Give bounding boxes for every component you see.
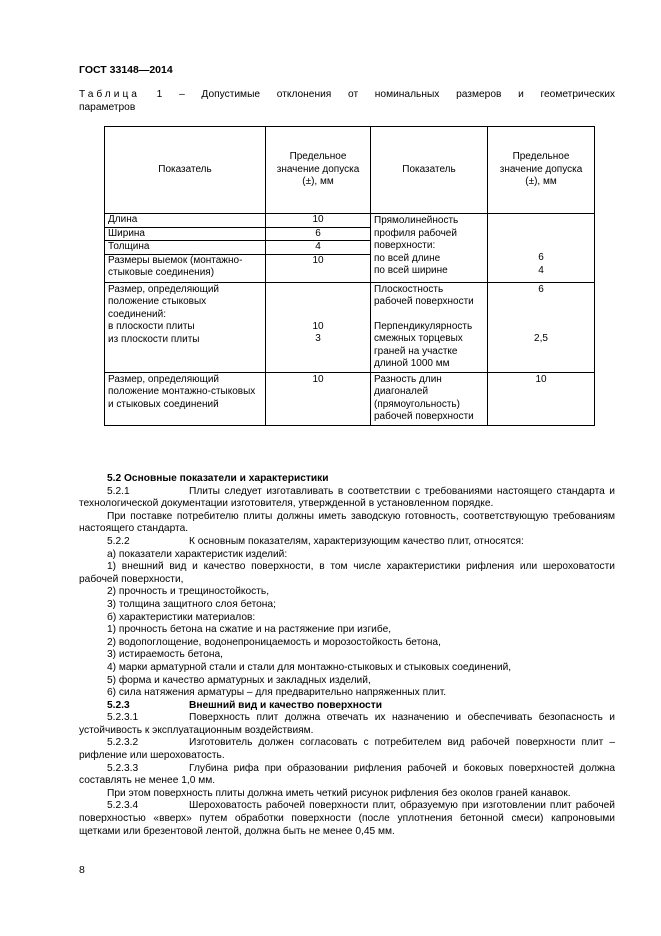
perpendicularity-value: 2,5 xyxy=(534,333,548,344)
paragraph: 5.2.3.3 Глубина рифа при образовании рифления рабочей и боковых поверхностей должна составлять не менее 1,0 мм. xyxy=(79,762,615,787)
table-header-row xyxy=(105,127,595,214)
row-length-value: 10 xyxy=(312,214,324,225)
row-width-value: 6 xyxy=(266,227,370,241)
paragraph: 5.2.1 Плиты следует изготавливать в соответствии с требованиями настоящего стандарта и технологической документации изготовителя, утвержденной в установленном порядке. xyxy=(79,485,615,510)
table-cell xyxy=(105,282,266,372)
list-item: 5) форма и качество арматурных и закладных изделий, xyxy=(107,674,371,686)
header-tolerance-right: Предельное значение допуска (±), мм xyxy=(488,127,595,214)
table-caption-title: – Допустимые отклонения от номинальных размеров и геометрических xyxy=(179,89,615,100)
table-caption-line2: параметров xyxy=(79,102,136,113)
list-item: б) характеристики материалов: xyxy=(107,611,256,623)
row-length-name: Длина xyxy=(108,214,138,225)
row-recess-name: Размеры выемок (монтажно-стыковые соединения) xyxy=(105,254,265,282)
table-caption-word: Таблица xyxy=(79,89,140,100)
section-heading: 5.2 Основные показатели и характеристики xyxy=(107,473,329,484)
table-cell xyxy=(266,214,371,283)
mounting-joint-position-value: 10 xyxy=(266,372,371,425)
straightness-sub-length: по всей длине xyxy=(374,252,441,264)
table-caption-number: 1 xyxy=(156,89,163,100)
table-cell xyxy=(371,214,488,283)
paragraph: При этом поверхность плиты должна иметь четкий рисунок рифления без околов граней канавок. xyxy=(107,787,571,799)
joint-position-name: Размер, определяющий положение стыковых соединений: xyxy=(108,283,220,320)
diagonal-difference-value: 10 xyxy=(488,372,595,425)
document-code: ГОСТ 33148—2014 xyxy=(79,64,173,76)
perpendicularity-name: Перпендикулярность смежных торцевых граней на участке длиной 1000 мм xyxy=(374,320,473,369)
table-cell xyxy=(488,282,595,372)
paragraph: 5.2.2 К основным показателям, характеризующим качество плит, относятся: xyxy=(107,535,524,547)
list-item: а) показатели характеристик изделий: xyxy=(107,548,288,560)
paragraph: При поставке потребителю плиты должны иметь заводскую готовность, соответствующую требованиям настоящего стандарта. xyxy=(79,510,615,535)
joint-position-value-out-plane: 3 xyxy=(315,333,321,344)
straightness-value-width: 4 xyxy=(538,264,544,276)
table-caption xyxy=(79,88,615,114)
body-text xyxy=(79,473,615,838)
section-heading: 5.2.3 Внешний вид и качество поверхности xyxy=(107,699,382,711)
paragraph: 5.2.3.4 Шероховатость рабочей поверхности плит, образуемую при изготовлении плит рабочей поверхностью «вверх» путем обработки поверхности (после уплотнения бетонной смеси) капроновыми щетками или брезентовой лентой, должна быть не менее 0,45 мм. xyxy=(79,800,615,837)
page-number: 8 xyxy=(79,864,85,876)
table-row xyxy=(105,372,595,425)
diagonal-difference-name: Разность длин диагоналей (прямоугольность) рабочей поверхности xyxy=(371,372,488,425)
straightness-value-length: 6 xyxy=(538,252,544,263)
table-row xyxy=(105,214,595,283)
flatness-name: Плоскостность рабочей поверхности xyxy=(374,283,474,307)
table-row xyxy=(105,282,595,372)
straightness-name: Прямолинейность профиля рабочей поверхности: xyxy=(374,215,459,251)
row-thickness-value: 4 xyxy=(266,240,370,254)
list-item: 4) марки арматурной стали и стали для монтажно-стыковых и стыковых соединений, xyxy=(107,661,512,673)
paragraph: 5.2.3.1 Поверхность плит должна отвечать их назначению и обеспечивать безопасность и устойчивость к эксплуатационным воздействиям. xyxy=(79,712,615,736)
header-tolerance-left: Предельное значение допуска (±), мм xyxy=(266,127,371,214)
joint-position-value-in-plane: 10 xyxy=(312,320,324,332)
straightness-sub-width: по всей ширине xyxy=(374,265,448,276)
table-cell xyxy=(105,214,266,283)
list-item: 3) толщина защитного слоя бетона; xyxy=(107,598,276,610)
table-cell xyxy=(488,214,595,283)
table-cell xyxy=(371,282,488,372)
list-item: 1) внешний вид и качество поверхности, в том числе характеристики рифления или шероховатости рабочей поверхности, xyxy=(79,561,615,585)
header-indicator-right: Показатель xyxy=(371,127,488,214)
flatness-value: 6 xyxy=(538,283,544,295)
row-thickness-name: Толщина xyxy=(105,240,265,254)
paragraph: 5.2.3.2 Изготовитель должен согласовать с потребителем вид рабочей поверхности плит – рифление или шероховатость. xyxy=(79,737,615,762)
list-item: 2) водопоглощение, водонепроницаемость и морозостойкость бетона, xyxy=(107,636,441,648)
tolerance-table xyxy=(104,126,595,426)
list-item: 2) прочность и трещиностойкость, xyxy=(107,586,270,598)
list-item: 3) истираемость бетона, xyxy=(107,649,223,661)
list-item: 1) прочность бетона на сжатие и на растяжение при изгибе, xyxy=(107,624,392,636)
table-caption-line1 xyxy=(79,88,615,101)
row-recess-value: 10 xyxy=(266,254,370,280)
table-cell xyxy=(266,282,371,372)
header-indicator-left: Показатель xyxy=(105,127,266,214)
list-item: 6) сила натяжения арматуры – для предварительно напряженных плит. xyxy=(107,687,447,699)
joint-position-sub-out-plane: из плоскости плиты xyxy=(108,333,200,345)
mounting-joint-position-name: Размер, определяющий положение монтажно-стыковых и стыковых соединений xyxy=(105,372,266,425)
joint-position-sub-in-plane: в плоскости плиты xyxy=(108,321,195,332)
row-width-name: Ширина xyxy=(105,227,265,241)
